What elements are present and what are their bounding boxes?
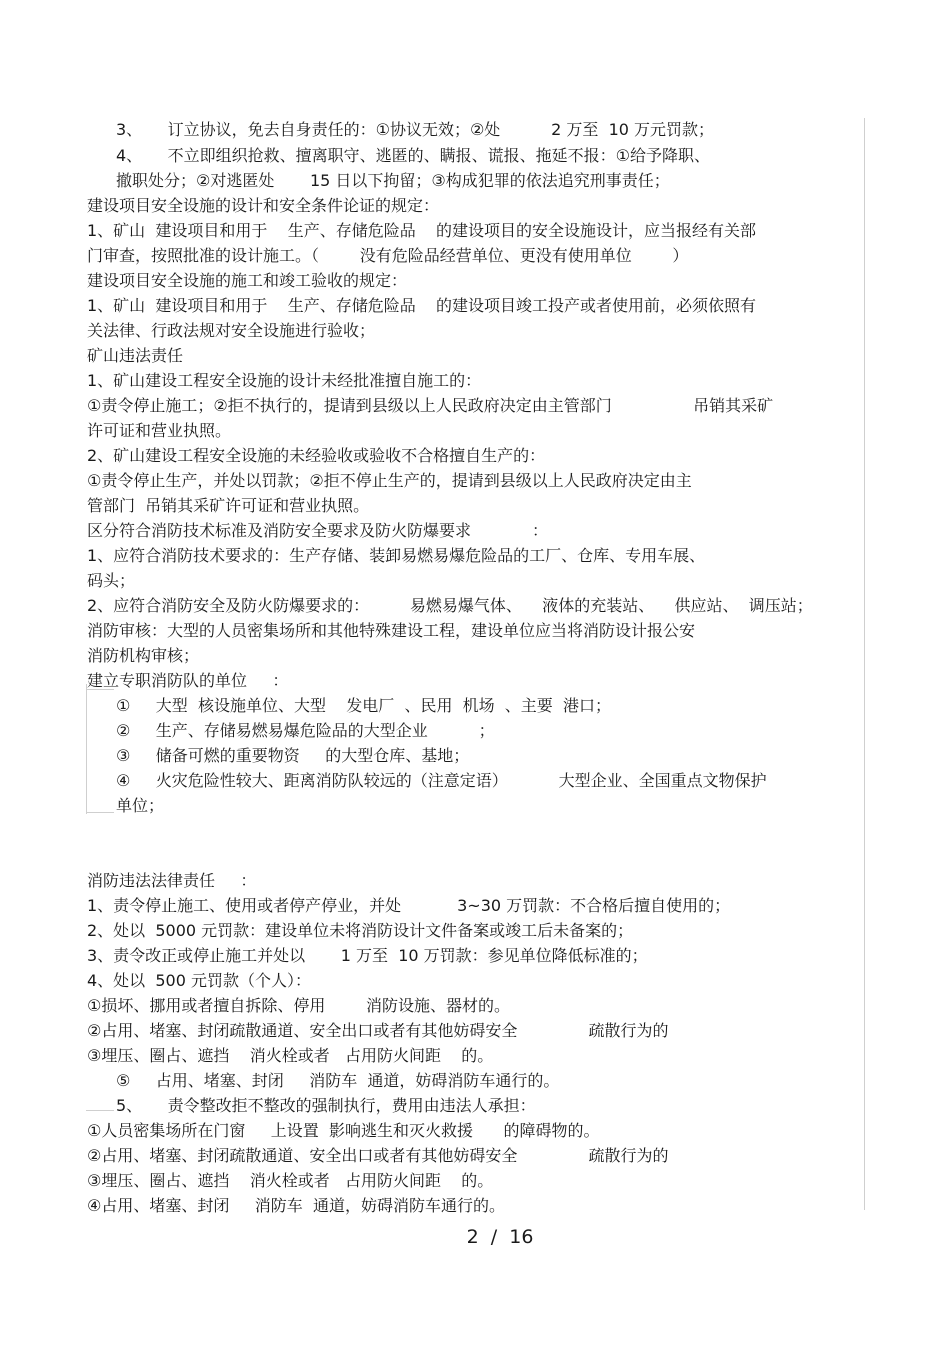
text-line: 1、应符合消防技术要求的：生产存储、装卸易燃易爆危险品的工厂、仓库、专用车展、: [87, 546, 706, 565]
text-line: 3、 订立协议，免去自身责任的：①协议无效；②处 2 万至 10 万元罚款；: [116, 120, 715, 139]
list-item: ③埋压、圈占、遮挡 消火栓或者 占用防火间距 的。: [87, 1171, 494, 1190]
text-line: 2、处以 5000 元罚款：建设单位未将消防设计文件备案或竣工后未备案的；: [87, 921, 634, 940]
right-margin-rule: [864, 118, 865, 1210]
section-heading: 建立专职消防队的单位 ：: [87, 671, 289, 690]
section-heading: 建设项目安全设施的设计和安全条件论证的规定：: [87, 196, 440, 215]
text-line: 门审查，按照批准的设计施工。（ 没有危险品经营单位、更没有使用单位 ）: [87, 246, 689, 265]
section-heading: 建设项目安全设施的施工和竣工验收的规定：: [87, 271, 408, 290]
list-item: ②占用、堵塞、封闭疏散通道、安全出口或者有其他妨碍安全 疏散行为的: [87, 1146, 669, 1165]
text-line: 消防机构审核；: [87, 646, 200, 665]
margin-tick: [86, 1110, 114, 1111]
list-item: ②占用、堵塞、封闭疏散通道、安全出口或者有其他妨碍安全 疏散行为的: [87, 1021, 669, 1040]
section-heading: 消防违法法律责任 ：: [87, 871, 257, 890]
text-line: 2、应符合消防安全及防火防爆要求的： 易燃易爆气体、 液体的充装站、 供应站、 调压站；: [87, 596, 813, 615]
text-line: ①责令停止生产，并处以罚款；②拒不停止生产的，提请到县级以上人民政府决定由主: [87, 471, 692, 490]
section-heading: 区分符合消防技术标准及消防安全要求及防火防爆要求 ：: [87, 521, 549, 540]
list-item: ③ 储备可燃的重要物资 的大型仓库、基地；: [116, 746, 470, 765]
text-line: 2、矿山建设工程安全设施的未经验收或验收不合格擅自生产的：: [87, 446, 546, 465]
text-line: 撤职处分；②对逃匿处 15 日以下拘留；③构成犯罪的依法追究刑事责任；: [116, 171, 670, 190]
text-line: 5、 责令整改拒不整改的强制执行，费用由违法人承担：: [116, 1096, 536, 1115]
text-line: 1、责令停止施工、使用或者停产停业，并处 3~30 万罚款：不合格后擅自使用的；: [87, 896, 731, 915]
text-line: 1、矿山 建设项目和用于 生产、存储危险品 的建设项目的安全设施设计，应当报经有关部: [87, 221, 757, 240]
list-item: ③埋压、圈占、遮挡 消火栓或者 占用防火间距 的。: [87, 1046, 494, 1065]
list-item: 单位；: [116, 796, 165, 815]
section-heading: 矿山违法责任: [87, 346, 184, 365]
text-line: 关法律、行政法规对安全设施进行验收；: [87, 321, 376, 340]
list-item: ①损坏、挪用或者擅自拆除、停用 消防设施、器材的。: [87, 996, 511, 1015]
list-item: ④占用、堵塞、封闭 消防车 通道，妨碍消防车通行的。: [87, 1196, 505, 1215]
text-line: 1、矿山建设工程安全设施的设计未经批准擅自施工的：: [87, 371, 482, 390]
text-line: 许可证和营业执照。: [87, 421, 232, 440]
text-line: 4、处以 500 元罚款（个人）：: [87, 971, 311, 990]
text-line: 4、 不立即组织抢救、擅离职守、逃匿的、瞒报、谎报、拖延不报：①给予降职、: [116, 146, 710, 165]
text-line: 码头；: [87, 571, 136, 590]
list-item: ① 大型 核设施单位、大型 发电厂 、民用 机场 、主要 港口；: [116, 696, 611, 715]
text-line: 1、矿山 建设项目和用于 生产、存储危险品 的建设项目竣工投产或者使用前，必须依照有: [87, 296, 757, 315]
list-item: ⑤ 占用、堵塞、封闭 消防车 通道，妨碍消防车通行的。: [116, 1071, 560, 1090]
text-line: 3、责令改正或停止施工并处以 1 万至 10 万罚款：参见单位降低标准的；: [87, 946, 648, 965]
text-line: ①责令停止施工；②拒不执行的，提请到县级以上人民政府决定由主管部门 吊销其采矿: [87, 396, 774, 415]
list-item: ② 生产、存储易燃易爆危险品的大型企业 ；: [116, 721, 495, 740]
text-line: 管部门 吊销其采矿许可证和营业执照。: [87, 496, 370, 515]
margin-tick: [86, 812, 114, 813]
left-margin-rule: [86, 684, 87, 814]
list-item: ①人员密集场所在门窗 上设置 影响逃生和灭火救援 的障碍物的。: [87, 1121, 600, 1140]
list-item: ④ 火灾危险性较大、距离消防队较远的（注意定语） 大型企业、全国重点文物保护: [116, 771, 767, 790]
text-line: 消防审核：大型的人员密集场所和其他特殊建设工程，建设单位应当将消防设计报公安: [87, 621, 696, 640]
page-number: 2 / 16: [466, 1226, 534, 1248]
